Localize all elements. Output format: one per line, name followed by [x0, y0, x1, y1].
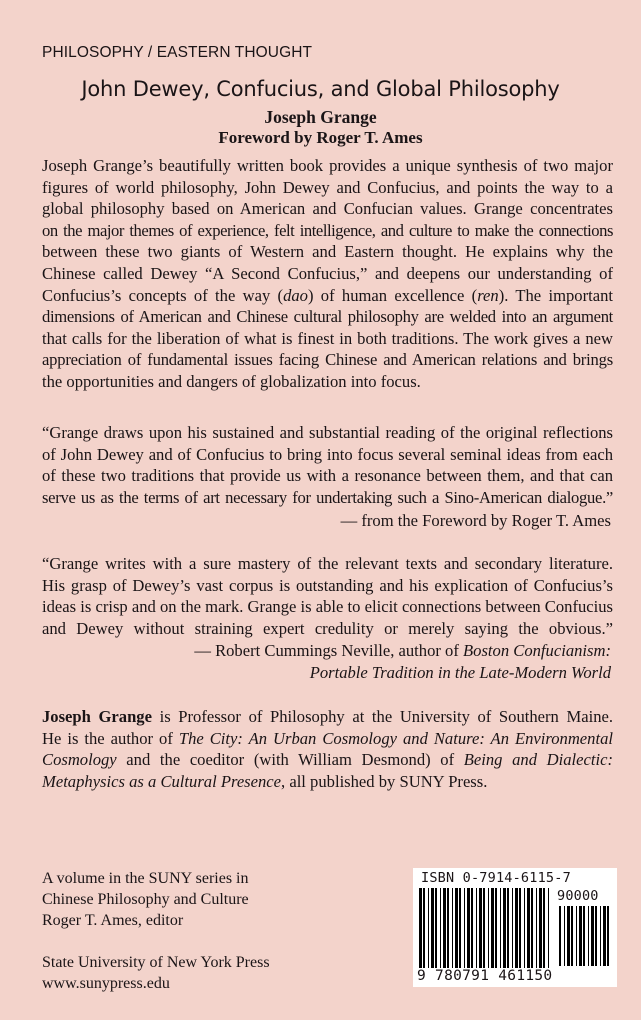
description-line: appreciation of fundamental issues facing Chinese and American relations and brings [42, 350, 613, 370]
barcode-bar [559, 906, 561, 966]
barcode-bar [455, 888, 458, 968]
barcode-bar [428, 888, 429, 968]
barcode-bar [479, 888, 482, 968]
bio-author-name: Joseph Grange [42, 707, 152, 726]
quote-line: serve us as the terms of art necessary for undertaking such a Sino-American dialogue.” [42, 487, 613, 507]
bio-line [42, 728, 613, 750]
quote-line: of John Dewey and of Confucius to bring into focus several seminal ideas from each [42, 444, 613, 464]
neville-quote [42, 553, 613, 639]
barcode-bar [483, 888, 485, 968]
barcode-bar [440, 888, 441, 968]
barcode-bar [423, 888, 425, 968]
book-title: John Dewey, Confucius, and Global Philosophy [81, 77, 560, 101]
book-title-italic: The City: An Urban Cosmology and Nature: An Environmental [178, 728, 613, 748]
quote-line: “Grange draws upon his sustained and substantial reading of the original reflections [42, 423, 613, 442]
barcode-bar [579, 906, 582, 966]
barcode-bar [588, 906, 589, 966]
description-line: on the major themes of experience, felt intelligence, and culture to make the connections [42, 220, 613, 240]
quote-line: of these two traditions that provide us with a resonance between them, and that can [42, 466, 613, 486]
book-title-italic: Cosmology [42, 750, 117, 770]
publisher-name: State University of New York Press [42, 954, 270, 971]
category-label: PHILOSOPHY / EASTERN THOUGHT [42, 44, 313, 61]
barcode-bar [495, 888, 497, 968]
attribution-prefix: — Robert Cummings Neville, author of [194, 641, 464, 660]
barcode-bar [452, 888, 453, 968]
description-line: figures of world philosophy, John Dewey and Confucius, and points the way to a [42, 177, 613, 197]
ren-term: ren [477, 285, 499, 305]
barcode-bar [519, 888, 521, 968]
barcode-bar [567, 906, 570, 966]
barcode-bar [515, 888, 518, 968]
description-line: global philosophy based on American and Confucian values. Grange concentrates [42, 199, 613, 219]
barcode-bar [491, 888, 494, 968]
bio-line [42, 706, 613, 728]
quote-line: ideas is crisp and on the mark. Grange is able to elicit connections between Confucius [42, 597, 613, 617]
ean-number: 9 780791 461150 [417, 968, 553, 984]
barcode-bar [471, 888, 473, 968]
boston-confucianism-subtitle: Portable Tradition in the Late-Modern World [309, 662, 611, 682]
barcode-bar [607, 906, 609, 966]
description-line: between these two giants of Western and Eastern thought. He explains why the [42, 242, 613, 262]
barcode-bar [488, 888, 489, 968]
barcode-bar [507, 888, 509, 968]
barcode-bar [503, 888, 506, 968]
barcode-bar [583, 906, 585, 966]
barcode-bar [476, 888, 477, 968]
foreword-quote [42, 422, 613, 508]
barcode-bar [576, 906, 577, 966]
barcode-bar [548, 888, 549, 968]
barcode-bar [435, 888, 437, 968]
barcode-bar [603, 906, 606, 966]
bio-text: , all published by SUNY Press. [281, 771, 488, 791]
foreword-attribution: — from the Foreword by Roger T. Ames [340, 511, 611, 530]
author-name: Joseph Grange [264, 107, 377, 127]
barcode-bar [595, 906, 597, 966]
barcode-bar [591, 906, 594, 966]
isbn-number: ISBN 0-7914-6115-7 [421, 870, 571, 886]
author-bio [42, 706, 613, 792]
bio-text: is Professor of Philosophy at the University of Southern Maine. [151, 707, 614, 726]
barcode-bar [539, 888, 542, 968]
barcode-bar [443, 888, 446, 968]
book-title-italic: Being and Dialectic: [463, 750, 613, 770]
description-line: Chinese called Dewey “A Second Confucius,” and deepens our understanding of [42, 263, 613, 283]
description-line: the opportunities and dangers of globalization into focus. [42, 371, 421, 391]
barcode-bar [467, 888, 470, 968]
bio-line [42, 771, 613, 793]
bio-text: and the coeditor (with William Desmond) of [116, 750, 464, 770]
bio-text: He is the author of [42, 728, 179, 748]
barcode-bar [531, 888, 533, 968]
quote-line: His grasp of Dewey’s vast corpus is outstanding and his explication of Confucius’s [42, 575, 613, 595]
dao-term: dao [283, 285, 308, 305]
barcode-bar [571, 906, 573, 966]
description-line: Confucius’s concepts of the way (dao) of human excellence (ren). The important [42, 285, 613, 305]
publisher-info [42, 952, 270, 994]
description-line: Joseph Grange’s beautifully written book provides a unique synthesis of two major [42, 156, 613, 175]
barcode-bar [464, 888, 465, 968]
book-title-italic: Metaphysics as a Cultural Presence [42, 771, 282, 791]
description-line: that calls for the liberation of what is finest in both traditions. The work gives a new [42, 328, 613, 348]
addon-barcode-bars [559, 906, 611, 966]
series-line: Chinese Philosophy and Culture [42, 891, 249, 908]
barcode-bar [600, 906, 601, 966]
series-line: A volume in the SUNY series in [42, 870, 249, 887]
description-line: dimensions of American and Chinese cultural philosophy are welded into an argument [42, 307, 613, 327]
quote-line: and Dewey without straining expert credulity or merely saying the obvious.” [42, 618, 613, 638]
quote-line: “Grange writes with a sure mastery of the relevant texts and secondary literature. [42, 554, 613, 573]
bio-line [42, 749, 613, 771]
boston-confucianism-title: Boston Confucianism: [463, 641, 611, 660]
neville-attribution [194, 640, 611, 683]
barcode-bar [500, 888, 501, 968]
barcode-bar [431, 888, 434, 968]
series-info [42, 868, 249, 931]
barcode-bar [447, 888, 449, 968]
price-addon-number: 90000 [557, 888, 599, 904]
description-paragraph [42, 155, 613, 393]
foreword-credit: Foreword by Roger T. Ames [218, 128, 423, 147]
series-line: Roger T. Ames, editor [42, 912, 184, 929]
barcode-bar [543, 888, 545, 968]
barcode-bar [459, 888, 461, 968]
ean-barcode-bars [419, 888, 553, 968]
barcode-bar [527, 888, 530, 968]
barcode-bar [419, 888, 422, 968]
barcode-bar [512, 888, 513, 968]
barcode-bar [536, 888, 537, 968]
isbn-barcode [413, 868, 617, 987]
publisher-url: www.sunypress.edu [42, 975, 170, 992]
barcode-bar [564, 906, 565, 966]
barcode-bar [524, 888, 525, 968]
